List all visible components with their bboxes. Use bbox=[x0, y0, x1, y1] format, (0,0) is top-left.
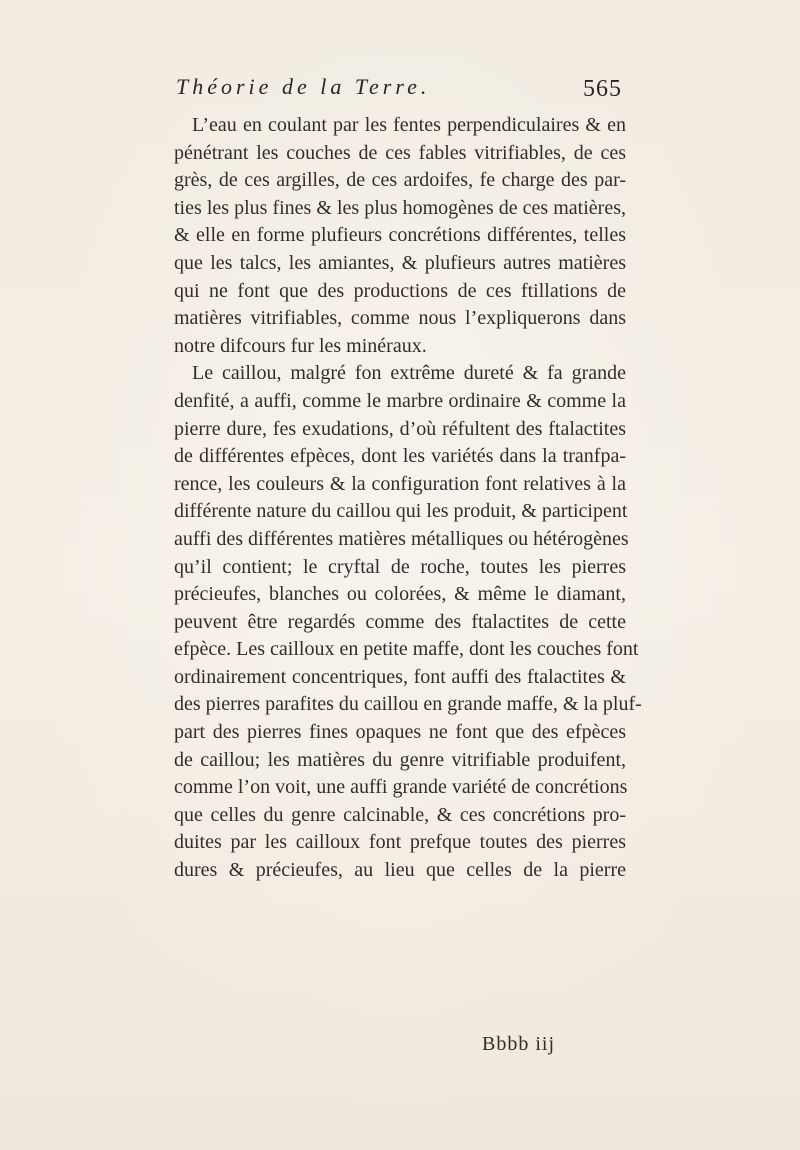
text-line: pierre dure, fes exudations, d’où réfultent des ftalactites bbox=[174, 417, 626, 440]
text-line: que celles du genre calcinable, & ces concrétions pro- bbox=[174, 803, 626, 826]
text-line: comme l’on voit, une auffi grande variété de concrétions bbox=[174, 776, 628, 799]
text-line: ordinairement concentriques, font auffi des ftalactites & bbox=[174, 665, 626, 688]
text-line: & elle en forme plufieurs concrétions différentes, telles bbox=[174, 224, 626, 247]
text-line: L’eau en coulant par les fentes perpendiculaires & en bbox=[192, 114, 626, 136]
text-line: auffi des différentes matières métalliques ou hétérogènes bbox=[174, 527, 629, 550]
paragraph-1 bbox=[174, 112, 626, 360]
body-text bbox=[174, 112, 642, 885]
signature-mark: Bbbb iij bbox=[482, 1033, 556, 1055]
text-line: qui ne font que des productions de ces ftillations de bbox=[174, 279, 626, 302]
page-number: 565 bbox=[583, 76, 622, 102]
text-line: différente nature du caillou qui les produit, & participent bbox=[174, 500, 628, 523]
text-line: Le caillou, malgré fon extrême dureté & fa grande bbox=[192, 362, 626, 385]
text-line: pénétrant les couches de ces fables vitrifiables, de ces bbox=[174, 141, 626, 164]
text-line: matières vitrifiables, comme nous l’expliquerons dans bbox=[174, 307, 626, 330]
running-head-title: Théorie de la Terre. bbox=[176, 74, 431, 99]
text-line: efpèce. Les cailloux en petite maffe, dont les couches font bbox=[174, 638, 639, 661]
text-line: duites par les cailloux font prefque toutes des pierres bbox=[174, 831, 626, 854]
text-line: qu’il contient; le cryftal de roche, toutes les pierres bbox=[174, 555, 626, 578]
text-line: de différentes efpèces, dont les variétés dans la tranfpa- bbox=[174, 445, 626, 468]
text-line: part des pierres fines opaques ne font que des efpèces bbox=[174, 721, 626, 744]
text-line: précieufes, blanches ou colorées, & même le diamant, bbox=[174, 583, 626, 606]
text-line: denfité, a auffi, comme le marbre ordinaire & comme la bbox=[174, 389, 626, 412]
text-line: ties les plus fines & les plus homogènes de ces matières, bbox=[174, 196, 626, 219]
text-line: des pierres parafites du caillou en grande maffe, & la pluf- bbox=[174, 693, 642, 716]
running-head bbox=[176, 74, 622, 104]
text-line: de caillou; les matières du genre vitrifiable produifent, bbox=[174, 748, 626, 771]
text-line: peuvent être regardés comme des ftalactites de cette bbox=[174, 610, 626, 633]
paragraph-2 bbox=[174, 360, 642, 884]
text-line: que les talcs, les amiantes, & plufieurs autres matières bbox=[174, 251, 626, 274]
text-line: notre difcours fur les minéraux. bbox=[174, 334, 427, 357]
text-line: grès, de ces argilles, de ces ardoifes, fe charge des par- bbox=[174, 169, 626, 192]
text-line: dures & précieufes, au lieu que celles de la pierre bbox=[174, 859, 626, 882]
text-line: rence, les couleurs & la configuration font relatives à la bbox=[174, 472, 626, 495]
